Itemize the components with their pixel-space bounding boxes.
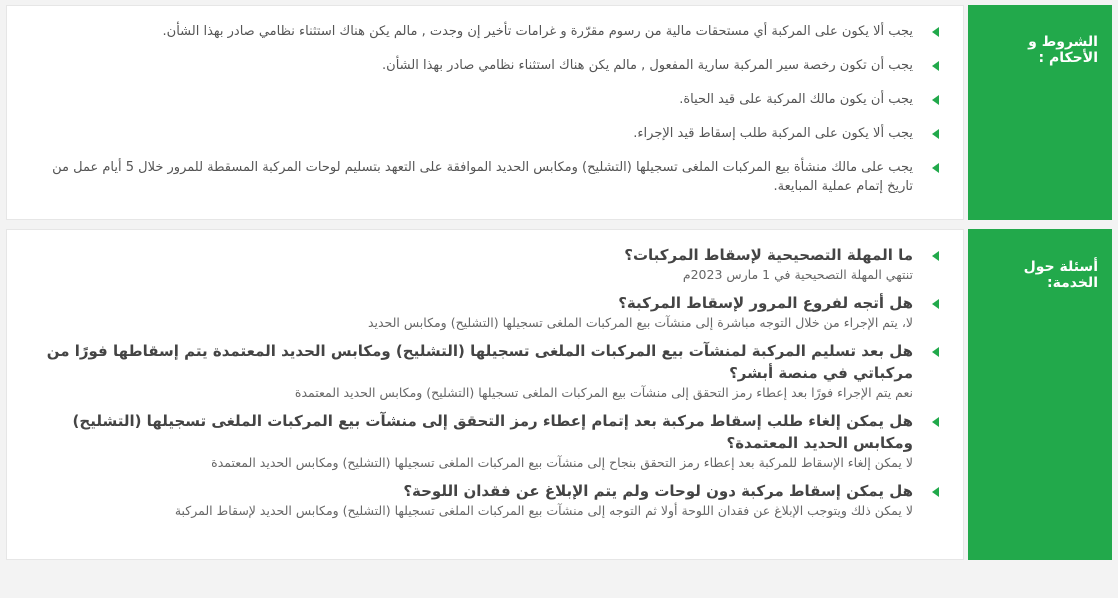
caret-left-icon <box>932 251 939 261</box>
faq-item[interactable] <box>25 410 939 471</box>
caret-left-icon <box>932 299 939 309</box>
faq-question[interactable]: هل أتجه لفروع المرور لإسقاط المركبة؟ <box>618 294 913 312</box>
term-text: يجب على مالك منشأة بيع المركبات الملغى تسجيلها (التشليح) ومكابس الحديد الموافقة على التعهد بتسليم لوحات المركبة المسقطة للمرور خلال 5 أيام عمل من تاريخ إتمام عملية المبايعة. <box>52 160 913 194</box>
faq-answer: نعم يتم الإجراء فورًا بعد إعطاء رمز التحقق إلى منشآت بيع المركبات الملغى تسجيلها (التشليح) ومكابس الحديد المعتمدة <box>294 385 913 400</box>
faq-label: أسئلة حول الخدمة: <box>968 229 1112 560</box>
terms-content <box>6 5 964 220</box>
term-item <box>25 56 939 75</box>
term-item <box>25 158 939 196</box>
caret-left-icon <box>932 417 939 427</box>
faq-item[interactable] <box>25 244 939 283</box>
caret-left-icon <box>932 27 939 37</box>
caret-left-icon <box>932 61 939 71</box>
faq-answer: تنتهي المهلة التصحيحية في 1 مارس 2023م <box>682 267 913 282</box>
caret-left-icon <box>932 347 939 357</box>
caret-left-icon <box>932 163 939 173</box>
faq-item[interactable] <box>25 292 939 331</box>
caret-left-icon <box>932 95 939 105</box>
faq-answer: لا، يتم الإجراء من خلال التوجه مباشرة إلى منشآت بيع المركبات الملغى تسجيلها (التشليح) ومكابس الحديد <box>367 315 913 330</box>
faq-answer: لا يمكن ذلك ويتوجب الإبلاغ عن فقدان اللوحة أولا ثم التوجه إلى منشآت بيع المركبات الملغى تسجيلها (التشليح) ومكابس الحديد لإسقاط المركبة <box>174 503 913 518</box>
faq-question[interactable]: هل يمكن إلغاء طلب إسقاط مركبة بعد إتمام إعطاء رمز التحقق إلى منشآت بيع المركبات الملغى تسجيلها (التشليح) ومكابس الحديد المعتمدة؟ <box>72 412 913 452</box>
faq-item[interactable] <box>25 340 939 401</box>
faq-item[interactable] <box>25 480 939 519</box>
term-text: يجب ألا يكون على المركبة أي مستحقات مالية من رسوم مقرّرة و غرامات تأخير إن وجدت , مالم يكن هناك استثناء نظامي صادر بهذا الشأن. <box>162 24 913 39</box>
faq-answer: لا يمكن إلغاء الإسقاط للمركبة بعد إعطاء رمز التحقق بنجاح إلى منشآت بيع المركبات الملغى تسجيلها (التشليح) ومكابس الحديد المعتمدة <box>211 455 913 470</box>
faq-question[interactable]: ما المهلة التصحيحية لإسقاط المركبات؟ <box>624 246 913 264</box>
term-text: يجب أن تكون رخصة سير المركبة سارية المفعول , مالم يكن هناك استثناء نظامي صادر بهذا الشأن. <box>382 58 913 73</box>
term-item <box>25 124 939 143</box>
caret-left-icon <box>932 129 939 139</box>
faq-content <box>6 229 964 560</box>
term-item <box>25 22 939 41</box>
faq-question[interactable]: هل بعد تسليم المركبة لمنشآت بيع المركبات الملغى تسجيلها (التشليح) ومكابس الحديد المعتمدة يتم إسقاطها فورًا من مركباتي في منصة أبشر؟ <box>46 342 913 382</box>
term-text: يجب أن يكون مالك المركبة على قيد الحياة. <box>679 92 913 107</box>
caret-left-icon <box>932 487 939 497</box>
term-item <box>25 90 939 109</box>
terms-section <box>6 5 1112 220</box>
terms-label: الشروط و الأحكام : <box>968 5 1112 220</box>
faq-question[interactable]: هل يمكن إسقاط مركبة دون لوحات ولم يتم الإبلاغ عن فقدان اللوحة؟ <box>403 482 913 500</box>
term-text: يجب ألا يكون على المركبة طلب إسقاط قيد الإجراء. <box>633 126 913 141</box>
faq-section <box>6 229 1112 560</box>
